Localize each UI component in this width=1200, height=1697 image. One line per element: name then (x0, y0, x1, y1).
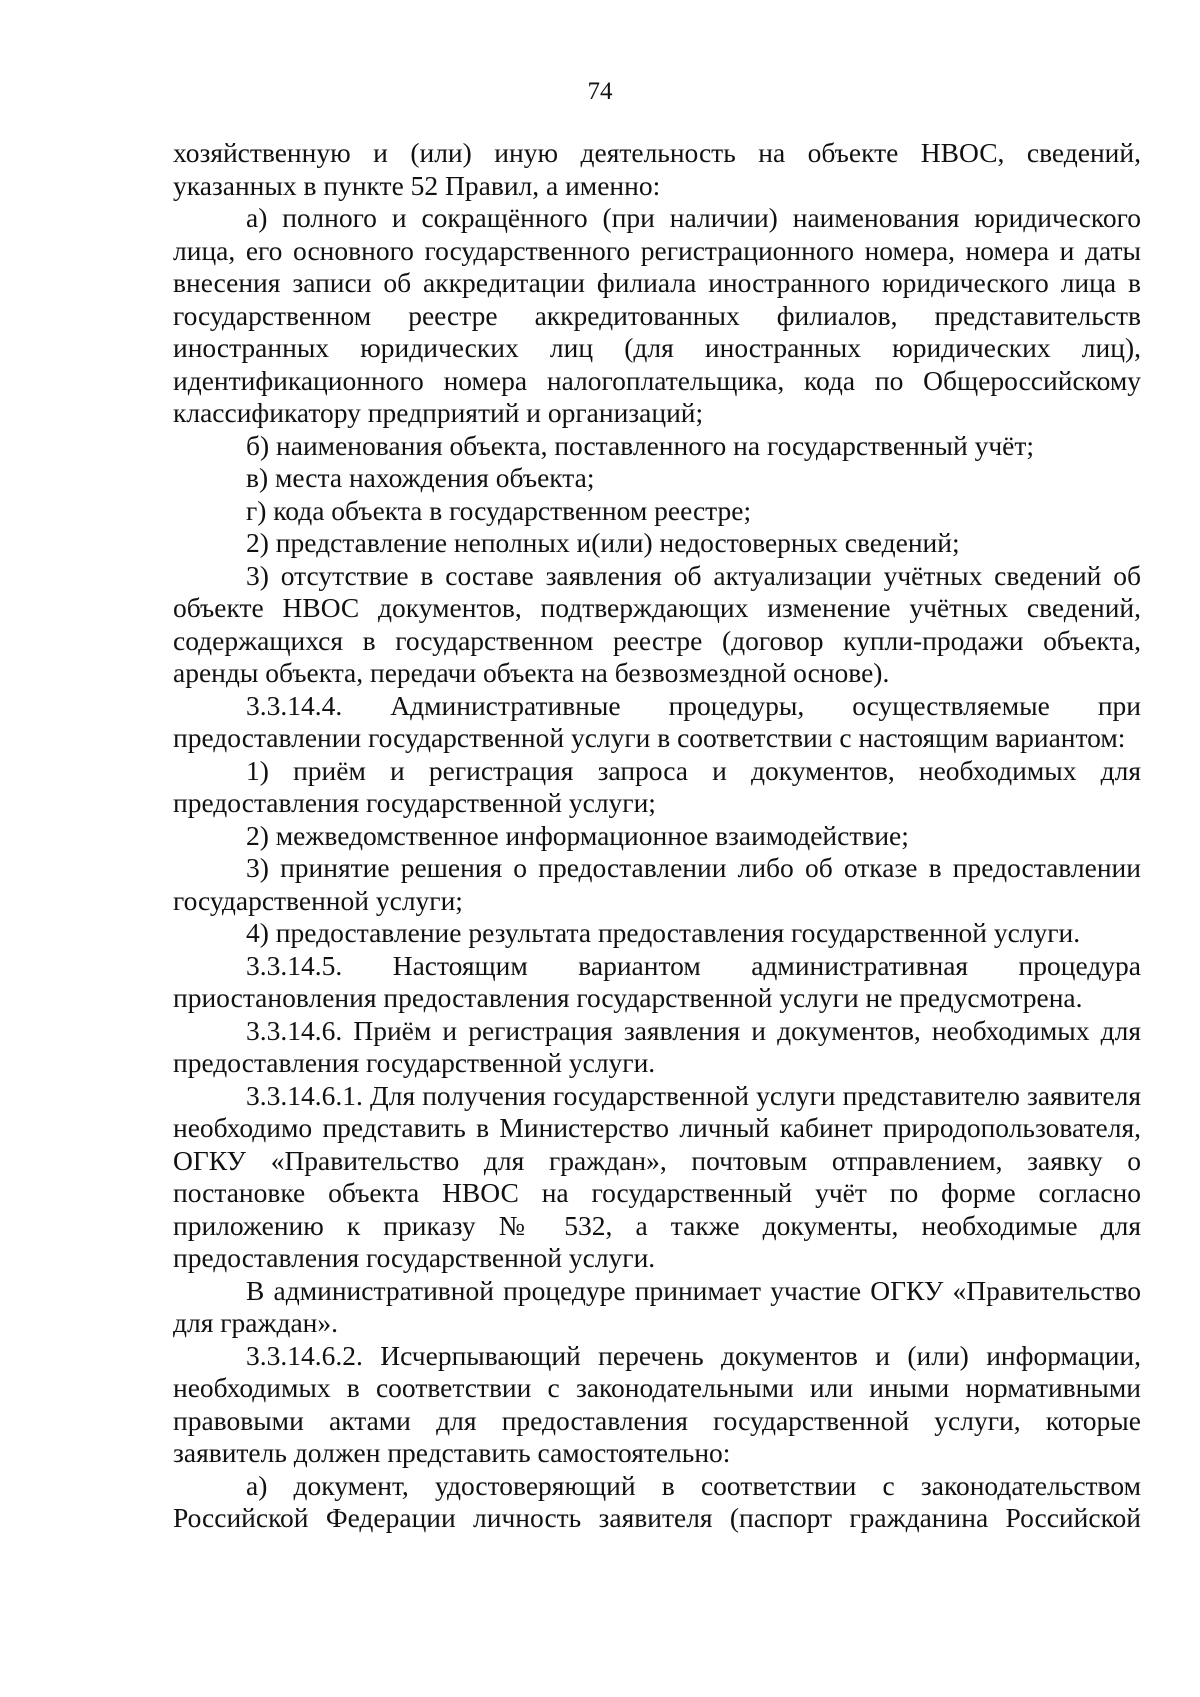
paragraph: 1) приём и регистрация запроса и документов, необходимых для предоставления государственной услуги; (173, 754, 1141, 818)
paragraph: а) полного и сокращённого (при наличии) наименования юридического лица, его основного государственного регистрационного номера, номера и даты внесения записи об аккредитации филиала иностранного юридического лица в государственном реестре аккредитованных филиалов, представительств иностранных юридических лиц (для иностранных юридических лиц), идентификационного номера налогоплательщика, кода по Общероссийскому классификатору предприятий и организаций; (173, 202, 1141, 428)
page-number: 74 (587, 78, 613, 105)
paragraph: 3.3.14.6. Приём и регистрация заявления и документов, необходимых для предоставления государственной услуги. (173, 1014, 1141, 1078)
paragraph: в) места нахождения объекта; (246, 462, 595, 493)
paragraph: а) документ, удостоверяющий в соответствии с законодательством Российской Федерации личность заявителя (паспорт гражданина Российской (173, 1469, 1141, 1533)
paragraph: 3) принятие решения о предоставлении либо об отказе в предоставлении государственной услуги; (173, 852, 1141, 916)
paragraph: 3.3.14.4. Административные процедуры, осуществляемые при предоставлении государственной услуги в соответствии с настоящим вариантом: (173, 689, 1141, 753)
document-body (173, 137, 1141, 1535)
paragraph: б) наименования объекта, поставленного на государственный учёт; (246, 429, 1035, 461)
paragraph: В административной процедуре принимает участие ОГКУ «Правительство для граждан». (173, 1274, 1141, 1338)
paragraph: 3.3.14.6.2. Исчерпывающий перечень документов и (или) информации, необходимых в соответствии с законодательными или иными нормативными правовыми актами для предоставления государственной услуги, которые заявитель должен представить самостоятельно: (173, 1339, 1141, 1468)
paragraph: 3.3.14.6.1. Для получения государственной услуги представителю заявителя необходимо представить в Министерство личный кабинет природопользователя, ОГКУ «Правительство для граждан», почтовым отправлением, заявку о постановке объекта НВОС на государственный учёт по форме согласно приложению к приказу № 532, а также документы, необходимые для предоставления государственной услуги. (173, 1079, 1141, 1273)
paragraph: хозяйственную и (или) иную деятельность на объекте НВОС, сведений, указанных в пункте 52 Правил, а именно: (173, 137, 1141, 201)
paragraph: 3.3.14.5. Настоящим вариантом административная процедура приостановления предоставления государственной услуги не предусмотрена. (173, 949, 1141, 1013)
paragraph: 2) представление неполных и(или) недостоверных сведений; (246, 527, 960, 558)
paragraph: г) кода объекта в государственном реестре; (246, 494, 752, 526)
paragraph: 4) предоставление результата предоставления государственной услуги. (246, 917, 1081, 948)
paragraph: 3) отсутствие в составе заявления об актуализации учётных сведений об объекте НВОС документов, подтверждающих изменение учётных сведений, содержащихся в государственном реестре (договор купли-продажи объекта, аренды объекта, передачи объекта на безвозмездной основе). (173, 559, 1141, 688)
paragraph: 2) межведомственное информационное взаимодействие; (246, 819, 909, 851)
